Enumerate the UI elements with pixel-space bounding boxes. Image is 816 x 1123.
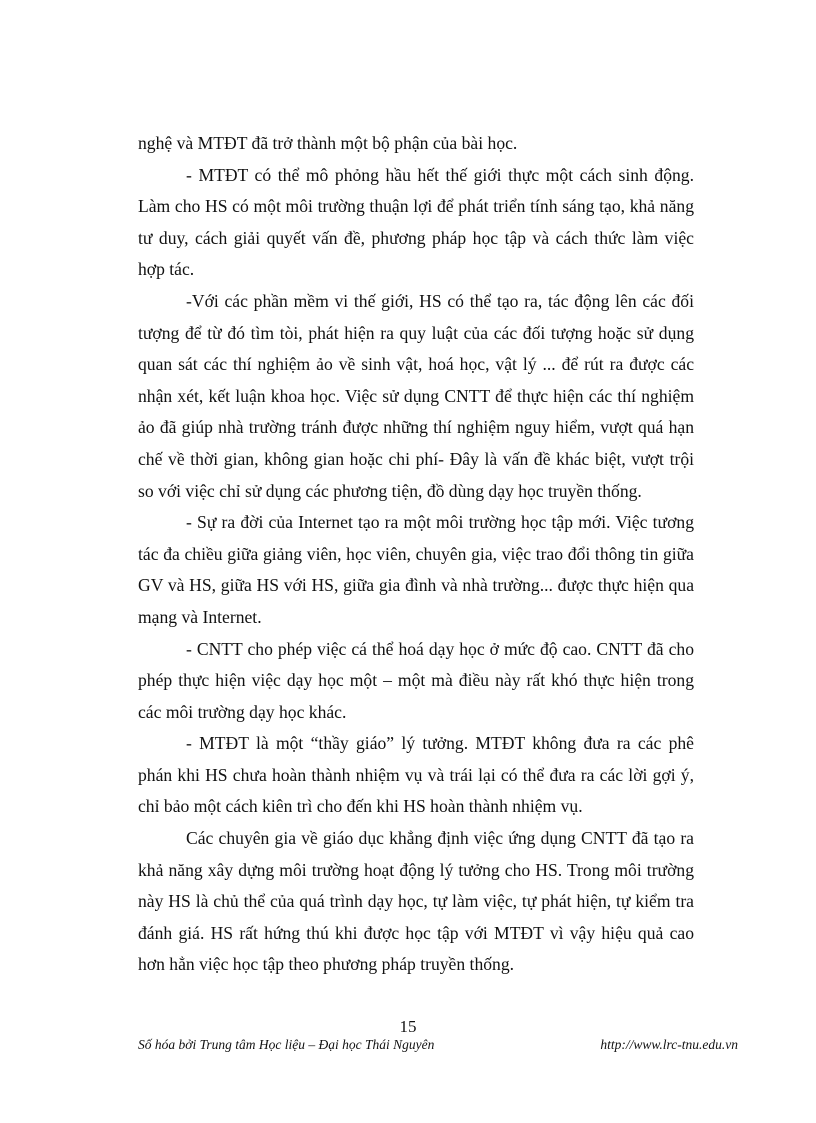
paragraph-electronic-simulation: - MTĐT có thể mô phỏng hầu hết thế giới thực một cách sinh động. Làm cho HS có một môi trường thuận lợi để phát triển tính sáng tạo, khả năng tư duy, cách giải quyết vấn đề, phương pháp học tập và cách thức làm việc hợp tác. <box>138 164 694 280</box>
page-number: 15 <box>399 1017 417 1036</box>
paragraph-individualized-teaching: - CNTT cho phép việc cá thể hoá dạy học ở mức độ cao. CNTT đã cho phép thực hiện việc dạy học một – một mà điều này rất khó thực hiện trong các môi trường dạy học khác. <box>138 638 694 722</box>
paragraph-continuation: nghệ và MTĐT đã trở thành một bộ phận của bài học. <box>138 133 518 153</box>
paragraph-expert-opinion: Các chuyên gia về giáo dục khẳng định việc ứng dụng CNTT đã tạo ra khả năng xây dựng môi trường hoạt động lý tưởng cho HS. Trong môi trường này HS là chủ thể của quá trình dạy học, tự làm việc, tự phát hiện, tự kiểm tra đánh giá. HS rất hứng thú khi được học tập với MTĐT vì vậy hiệu quả cao hơn hẳn việc học tập theo phương pháp truyền thống. <box>138 828 694 975</box>
paragraph-internet: - Sự ra đời của Internet tạo ra một môi trường học tập mới. Việc tương tác đa chiều giữa giảng viên, học viên, chuyên gia, việc trao đổi thông tin giữa GV và HS, giữa HS với HS, giữa gia đình và nhà trường... được thực hiện qua mạng và Internet. <box>138 512 694 627</box>
paragraph-microworld-software: -Với các phần mềm vi thế giới, HS có thể tạo ra, tác động lên các đối tượng để từ đó tìm tòi, phát hiện ra quy luật của các đối tượng hoặc sử dụng quan sát các thí nghiệm ảo về sinh vật, hoá học, vật lý ... để rút ra được các nhận xét, kết luận khoa học. Việc sử dụng CNTT để thực hiện các thí nghiệm ảo đã giúp nhà trường tránh được những thí nghiệm nguy hiểm, vượt quá hạn chế về thời gian, không gian hoặc chi phí- Đây là vấn đề khác biệt, vượt trội so với việc chỉ sử dụng các phương tiện, đồ dùng dạy học truyền thống. <box>138 290 694 501</box>
body-text <box>138 128 694 981</box>
paragraph-ideal-teacher: - MTĐT là một “thầy giáo” lý tưởng. MTĐT không đưa ra các phê phán khi HS chưa hoàn thành nhiệm vụ và trái lại có thể đưa ra các lời gợi ý, chỉ bảo một cách kiên trì cho đến khi HS hoàn thành nhiệm vụ. <box>138 733 694 817</box>
footer-url: http://www.lrc-tnu.edu.vn <box>600 1037 738 1052</box>
footer-publisher: Số hóa bởi Trung tâm Học liệu – Đại học Thái Nguyên <box>138 1037 435 1052</box>
